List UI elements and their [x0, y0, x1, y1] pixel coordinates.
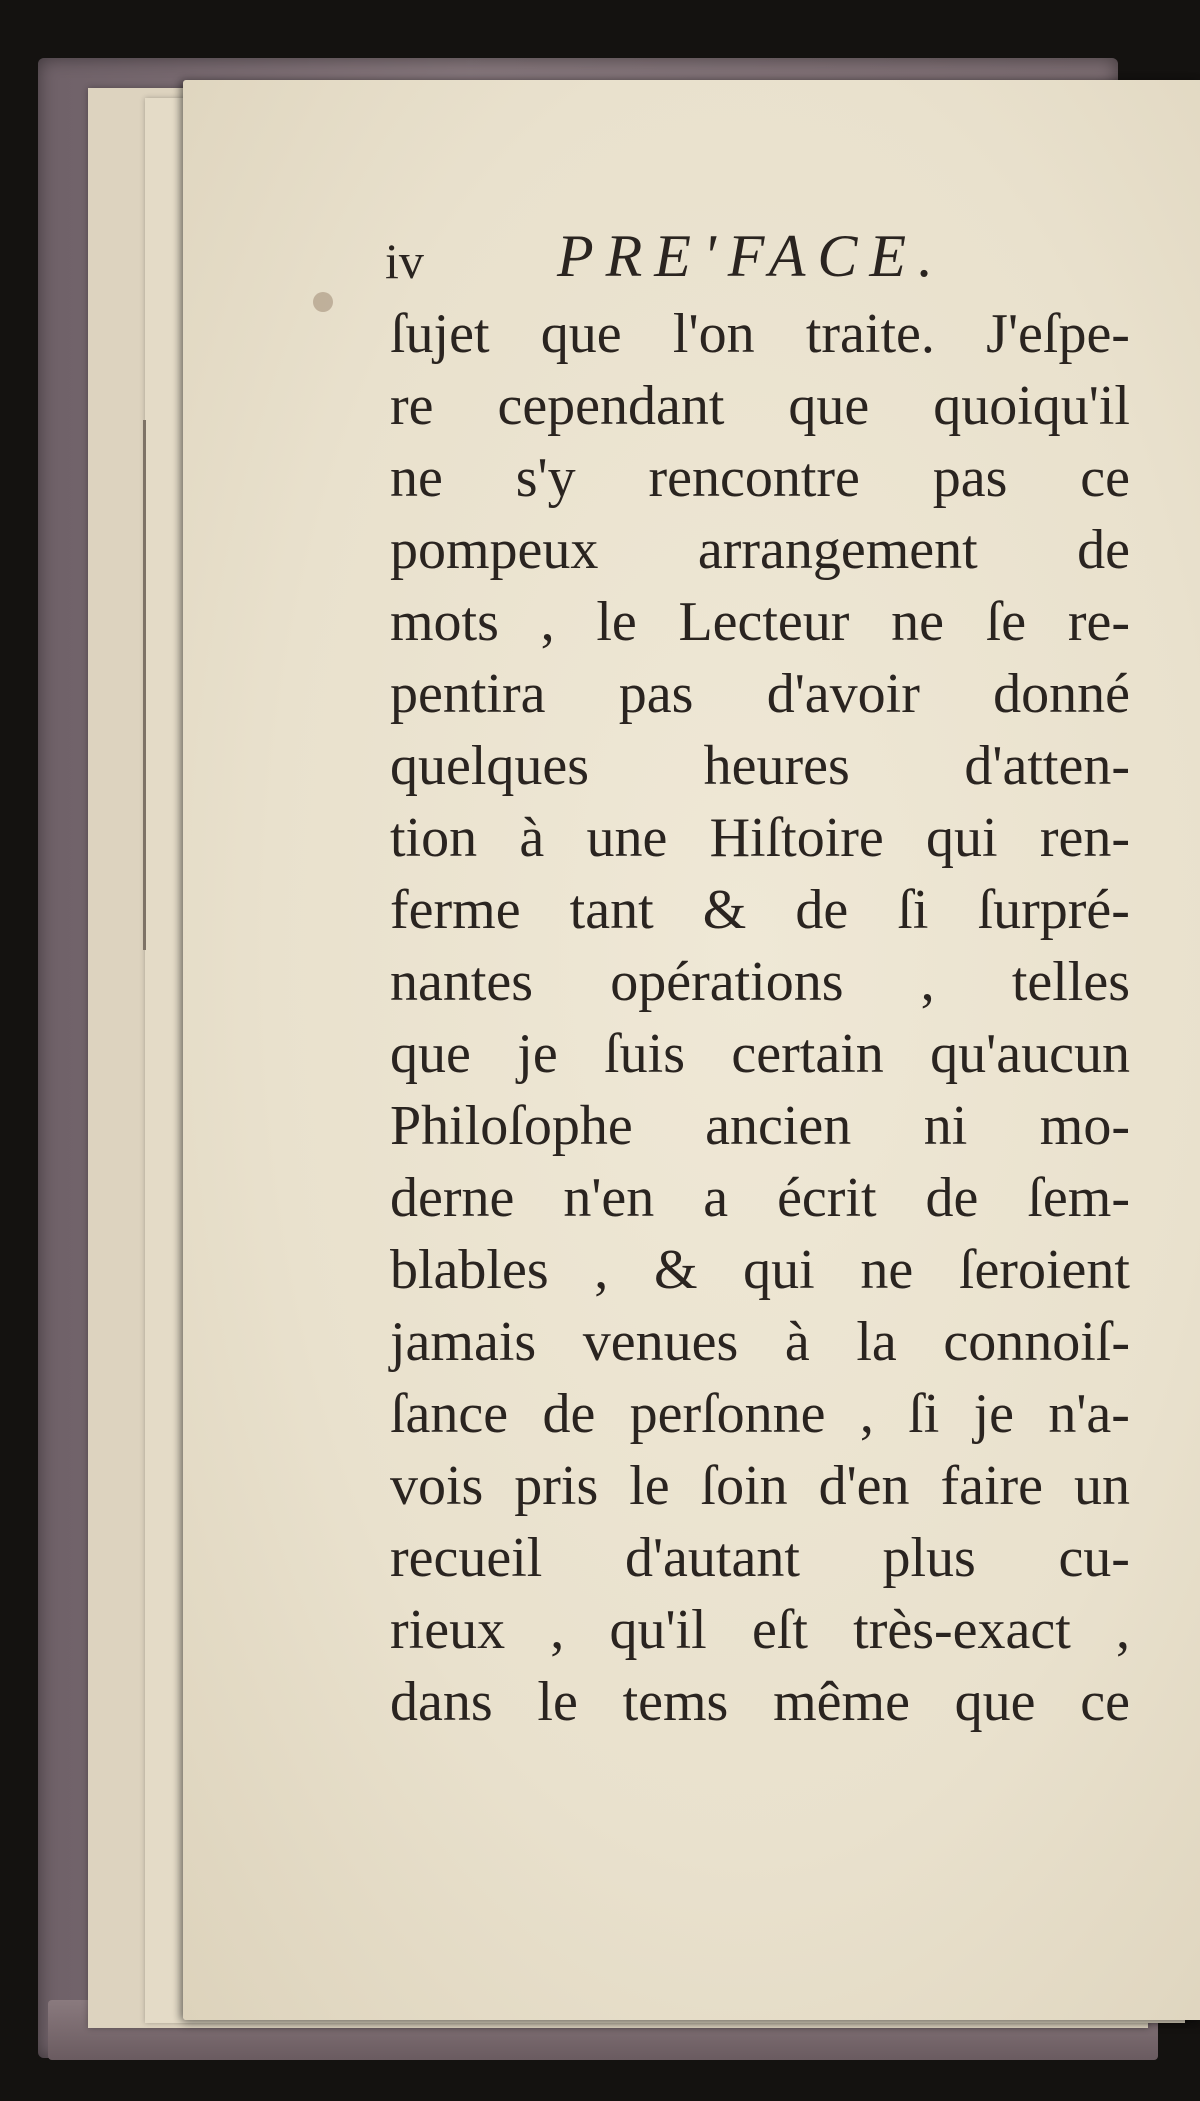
text-line [390, 1666, 1130, 1738]
word: qu'il [609, 1599, 707, 1661]
word: pris [514, 1455, 599, 1517]
word: Lecteur [678, 591, 850, 653]
word: ancien [705, 1095, 852, 1157]
word: ſeroient [958, 1239, 1130, 1301]
text-line [390, 658, 1130, 730]
word: donné [993, 663, 1130, 725]
word: le [596, 591, 637, 653]
word: à [519, 807, 545, 869]
running-head: PRE'FACE. [557, 223, 946, 289]
word: écrit [777, 1167, 877, 1229]
word: à [784, 1311, 810, 1373]
word: , [540, 591, 555, 653]
word: ne [860, 1239, 914, 1301]
word: le [629, 1455, 670, 1517]
text-line [390, 1378, 1130, 1450]
word: Hiſtoire [709, 807, 884, 869]
word: mo- [1039, 1095, 1130, 1157]
word: recueil [390, 1527, 543, 1589]
word: ni [923, 1095, 968, 1157]
text-line [390, 1522, 1130, 1594]
page-number: iv [385, 233, 424, 289]
word: de [925, 1167, 979, 1229]
word: d'atten- [964, 735, 1130, 797]
word: jamais [390, 1311, 537, 1373]
word: opérations [610, 951, 844, 1013]
word: Philoſophe [390, 1095, 633, 1157]
text-line [390, 514, 1130, 586]
word: qui [743, 1239, 815, 1301]
word: ne [891, 591, 944, 653]
word: ferme [390, 879, 521, 941]
word: quoiqu'il [933, 375, 1130, 437]
word: mots [390, 591, 499, 653]
word: ſujet [390, 303, 490, 365]
word: , [1116, 1599, 1130, 1661]
word: dans [390, 1671, 493, 1733]
word: pentira [390, 663, 546, 725]
word: , [550, 1599, 565, 1661]
word: & [653, 1239, 698, 1301]
word: telles [1011, 951, 1130, 1013]
text-line [390, 442, 1130, 514]
paper-stain [313, 292, 333, 312]
word: ce [1080, 447, 1130, 509]
page-fold [143, 420, 146, 950]
word: a [703, 1167, 729, 1229]
text-line [390, 1090, 1130, 1162]
word: la [856, 1311, 897, 1373]
word: d'autant [624, 1527, 800, 1589]
word: ſe [985, 591, 1027, 653]
text-line [390, 1306, 1130, 1378]
word: re [390, 375, 434, 437]
word: le [537, 1671, 578, 1733]
word: traite. [805, 303, 935, 365]
word: que [954, 1671, 1036, 1733]
word: ſi [908, 1383, 940, 1445]
word: , [859, 1383, 874, 1445]
text-line [390, 1162, 1130, 1234]
word: n'en [563, 1167, 655, 1229]
word: même [773, 1671, 910, 1733]
word: n'a- [1048, 1383, 1130, 1445]
word: connoiſ- [943, 1311, 1130, 1373]
word: eſt [751, 1599, 808, 1661]
word: J'eſpe- [986, 303, 1130, 365]
text-line [390, 1450, 1130, 1522]
word: qui [926, 807, 998, 869]
word: plus [882, 1527, 976, 1589]
word: tems [622, 1671, 729, 1733]
word: que [390, 1023, 471, 1085]
word: blables [390, 1239, 549, 1301]
text-line [390, 1018, 1130, 1090]
word: très-exact [853, 1599, 1071, 1661]
word: , [594, 1239, 609, 1301]
word: d'avoir [766, 663, 920, 725]
word: ren- [1039, 807, 1130, 869]
word: rencontre [648, 447, 860, 509]
text-line [390, 874, 1130, 946]
word: je [973, 1383, 1015, 1445]
word: pas [932, 447, 1008, 509]
word: venues [582, 1311, 739, 1373]
word: de [542, 1383, 596, 1445]
word: quelques [390, 735, 590, 797]
text-line [390, 1234, 1130, 1306]
word: re- [1067, 591, 1130, 653]
word: certain [731, 1023, 884, 1085]
word: un [1073, 1455, 1130, 1517]
word: ſi [897, 879, 929, 941]
word: faire [940, 1455, 1044, 1517]
word: heures [703, 735, 850, 797]
word: que [540, 303, 622, 365]
word: une [586, 807, 668, 869]
word: ſem- [1027, 1167, 1130, 1229]
word: tion [390, 807, 478, 869]
word: cu- [1058, 1527, 1130, 1589]
word: ne [390, 447, 443, 509]
word: ſurpré- [977, 879, 1130, 941]
word: perſonne [629, 1383, 826, 1445]
word: de [795, 879, 849, 941]
word: s'y [515, 447, 576, 509]
text-line [390, 946, 1130, 1018]
word: que [788, 375, 870, 437]
text-line [390, 730, 1130, 802]
text-line [390, 802, 1130, 874]
word: nantes [390, 951, 534, 1013]
word: cependant [497, 375, 725, 437]
body-text [390, 298, 1130, 1738]
word: l'on [672, 303, 755, 365]
word: ſuis [604, 1023, 686, 1085]
word: , [920, 951, 935, 1013]
word: arrangement [697, 519, 978, 581]
word: pas [618, 663, 694, 725]
word: rieux [390, 1599, 506, 1661]
word: d'en [818, 1455, 910, 1517]
word: tant [569, 879, 654, 941]
word: pompeux [390, 519, 599, 581]
word: ſoin [700, 1455, 788, 1517]
text-line [390, 370, 1130, 442]
word: ſance [390, 1383, 509, 1445]
word: de [1077, 519, 1130, 581]
text-line [390, 298, 1130, 370]
word: & [702, 879, 747, 941]
word: je [517, 1023, 558, 1085]
word: qu'aucun [930, 1023, 1130, 1085]
word: vois [390, 1455, 484, 1517]
text-line [390, 586, 1130, 658]
word: ce [1080, 1671, 1130, 1733]
page-header [385, 222, 1105, 292]
word: derne [390, 1167, 515, 1229]
text-line [390, 1594, 1130, 1666]
